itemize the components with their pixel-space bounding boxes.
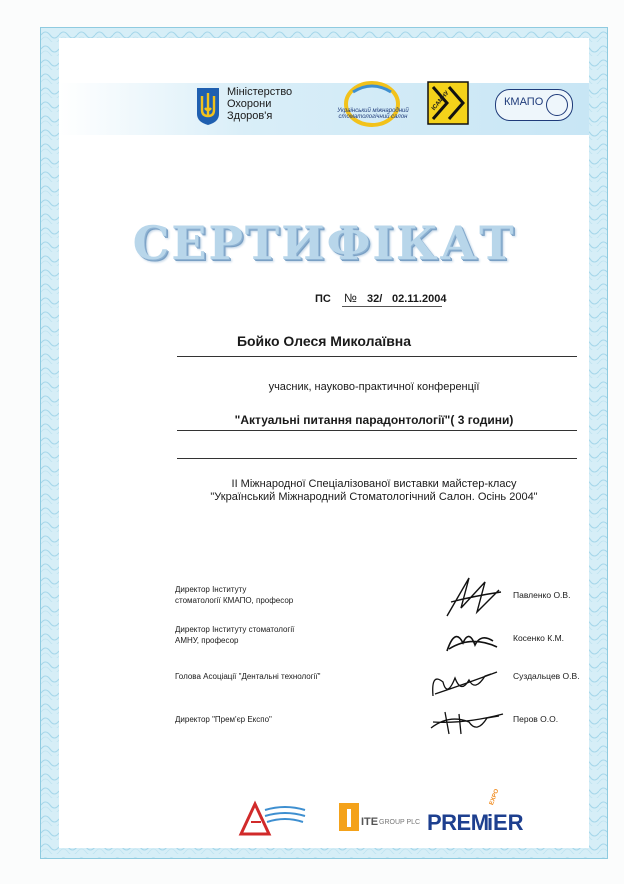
signatory-name: Перов О.О. [513,714,559,724]
signatory-position [175,624,294,646]
conference-logo [237,798,309,838]
position-line: АМНУ, професор [175,636,239,645]
topic-underline [177,430,577,431]
ite-text: ITE [361,816,379,828]
signature-perov [425,704,507,738]
signature-pavlenko [439,568,509,623]
trident-icon [195,86,221,126]
signatory-position [175,671,321,682]
certificate-prefix: ПС [315,293,331,305]
signatory-name: Павленко О.В. [513,590,571,600]
certificate-number: 32/ [367,293,383,305]
isamnu-text: ІСАМНУ [431,90,451,112]
name-underline [177,356,577,357]
kmapo-logo [495,89,573,121]
conference-topic: "Актуальні питання парадонтології"( 3 години) [234,413,514,427]
signature-suzdaltsev [425,664,503,704]
signature-kosenko [441,623,501,657]
signatory-position [175,584,293,606]
globe-icon [546,94,568,116]
position-line: Директор "Прем'єр Експо" [175,715,272,724]
ministry-line: Міністерство [227,86,293,98]
recipient-role: учасник, науково-практичної конференції [268,381,480,393]
certificate-border [40,27,608,859]
number-sign: № [344,291,357,305]
ministry-line: Охорони [227,98,272,110]
ministry-line: Здоров'я [227,110,273,122]
salon-logo-text: Український міжнародний стоматологічний салон [337,108,409,120]
position-line: Директор Інституту [175,585,247,594]
position-line: Директор Інституту стоматології [175,625,295,634]
recipient-name: Бойко Олеся Миколаївна [236,333,412,349]
event-line-2: "Український Міжнародний Стоматологічний Салон. Осінь 2004" [210,491,538,503]
signatory-name: Косенко К.М. [513,633,565,643]
kmapo-text: КМАПО [504,96,544,108]
signatory-name: Суздальцев О.В. [513,671,580,681]
premier-i: i [487,810,494,835]
certificate-title: СЕРТИФІКАТ [132,216,516,270]
ministry-name [227,86,292,122]
isamnu-logo [427,81,469,125]
certificate-paper [59,38,589,848]
premier-expo-text: EXPO [489,788,501,807]
number-underline [342,306,442,307]
ite-sub-text: GROUP PLC [379,819,421,826]
position-line: Голова Асоціації "Дентальні технології" [175,672,321,681]
blank-underline [177,458,577,459]
salon-logo [317,78,427,134]
position-line: стоматології КМАПО, професор [175,596,294,605]
premier-text-end: ER [493,810,524,835]
ite-logo-mark [339,803,359,831]
certificate-date: 02.11.2004 [392,293,447,305]
event-line-1: ІІ Міжнародної Спеціалізованої виставки майстер-класу [231,478,517,490]
signatory-position [175,714,272,725]
premier-text: PREM [427,810,489,835]
